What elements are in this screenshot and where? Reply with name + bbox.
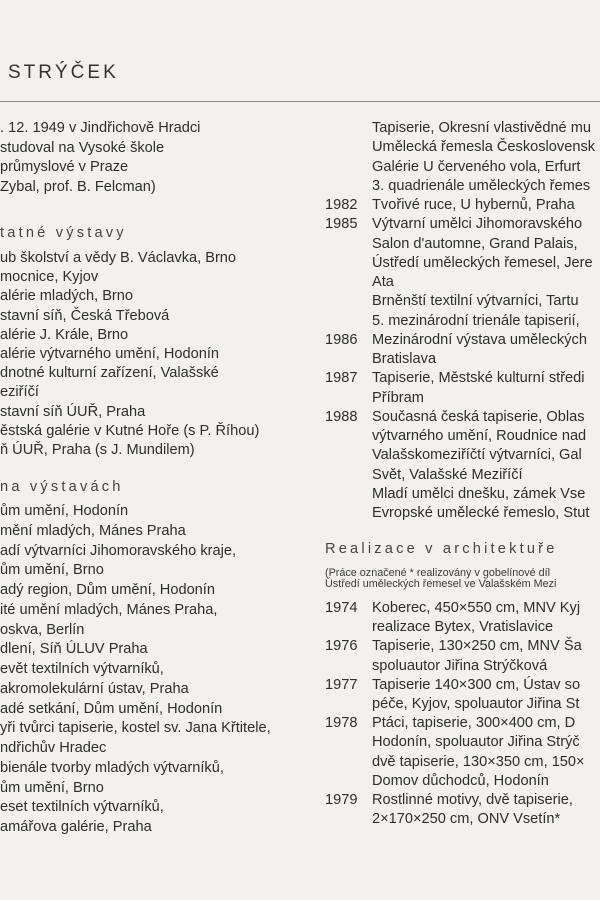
- realization-year: 1974: [325, 600, 358, 616]
- group-exhibition-item: amářova galérie, Praha: [0, 819, 152, 835]
- bio-line: . 12. 1949 v Jindřichově Hradci: [0, 120, 201, 136]
- realization-item: Koberec, 450×550 cm, MNV Kyj: [372, 600, 581, 616]
- realization-item: Ptáci, tapiserie, 300×400 cm, D: [372, 715, 576, 732]
- exhibition-item: Valašskomeziříčtí výtvarníci, Gal: [372, 447, 582, 464]
- group-exhibition-item: ům umění, Brno: [0, 779, 104, 796]
- solo-exhibition-item: stavní síň ÚUŘ, Praha: [0, 403, 146, 420]
- realization-item: Tapiserie 140×300 cm, Ústav so: [372, 676, 581, 693]
- exhibition-item: Brněnští textilní výtvarníci, Tartu: [372, 293, 579, 310]
- exhibition-item: Mezinárodní výstava uměleckých: [372, 331, 587, 348]
- group-exhibition-item: mění mladých, Mánes Praha: [0, 522, 186, 539]
- solo-exhibitions-heading: tatné výstavy: [0, 225, 127, 241]
- bio-line: Zybal, prof. B. Felcman): [0, 178, 156, 195]
- exhibition-year: 1982: [325, 197, 358, 213]
- solo-exhibition-item: ěstská galérie v Kutné Hoře (s P. Říhou): [0, 422, 260, 439]
- realization-year: 1976: [325, 638, 358, 655]
- group-exhibitions-heading: na výstavách: [0, 479, 124, 495]
- exhibition-item: Umělecká řemesla Československ: [372, 139, 596, 156]
- architecture-note: (Práce označené * realizovány v gobelínové díl: [325, 567, 551, 579]
- exhibition-year: 1986: [325, 331, 358, 348]
- solo-exhibition-item: ň ÚUŘ, Praha (s J. Mundilem): [0, 442, 195, 458]
- exhibition-item: Salon d'automne, Grand Palais,: [372, 235, 578, 252]
- group-exhibition-item: ndřichův Hradec: [0, 740, 107, 756]
- realization-item: Hodonín, spoluautor Jiřina Strýč: [372, 734, 580, 751]
- page-title: STRÝČEK: [8, 62, 119, 83]
- exhibition-item: Ústředí uměleckých řemesel, Jere: [372, 254, 593, 271]
- architecture-heading: Realizace v architektuře: [325, 541, 558, 557]
- realization-year: 1978: [325, 715, 358, 732]
- realization-year: 1979: [325, 792, 358, 808]
- group-exhibition-item: evět textilních výtvarníků,: [0, 661, 164, 677]
- exhibition-item: Evropské umělecké řemeslo, Stut: [372, 505, 590, 521]
- exhibition-item: Tapiserie, Městské kulturní středi: [372, 370, 585, 387]
- group-exhibition-item: ům umění, Brno: [0, 562, 104, 579]
- solo-exhibition-item: dnotné kulturní zařízení, Valašské: [0, 365, 219, 382]
- exhibition-item: Současná česká tapiserie, Oblas: [372, 408, 585, 425]
- group-exhibition-item: ité umění mladých, Mánes Praha,: [0, 601, 218, 618]
- exhibition-item: Ata: [372, 274, 394, 290]
- exhibition-year: 1988: [325, 408, 358, 425]
- realization-item: realizace Bytex, Vratislavice: [372, 619, 554, 636]
- realization-item: Tapiserie, 130×250 cm, MNV Ša: [372, 638, 582, 655]
- exhibition-item: 5. mezinárodní trienále tapiserií,: [372, 312, 580, 329]
- realization-item: 2×170×250 cm, ONV Vsetín*: [372, 811, 561, 828]
- exhibition-item: Příbram: [372, 389, 424, 406]
- solo-exhibition-item: stavní síň, Česká Třebová: [0, 307, 170, 324]
- group-exhibition-item: eset textilních výtvarníků,: [0, 799, 164, 816]
- group-exhibition-item: ům umění, Hodonín: [0, 503, 129, 519]
- bio-line: průmyslové v Praze: [0, 159, 129, 175]
- exhibition-item: Svět, Valašské Meziříčí: [372, 466, 523, 483]
- realization-item: Domov důchodců, Hodonín: [372, 772, 549, 789]
- realization-item: spoluautor Jiřina Strýčková: [372, 657, 548, 674]
- bio-line: studoval na Vysoké škole: [0, 139, 165, 156]
- group-exhibition-item: yři tvůrci tapiserie, kostel sv. Jana Křtitele,: [0, 720, 271, 737]
- group-exhibition-item: akromolekulární ústav, Praha: [0, 680, 189, 697]
- exhibition-year: 1985: [325, 216, 358, 233]
- exhibition-item: Tapiserie, Okresní vlastivědné mu: [372, 120, 591, 136]
- exhibition-year: 1987: [325, 370, 358, 387]
- realization-item: Rostlinné motivy, dvě tapiserie,: [372, 792, 573, 808]
- solo-exhibition-item: alérie výtvarného umění, Hodonín: [0, 346, 220, 362]
- header-rule: [0, 101, 600, 102]
- group-exhibition-item: bienále tvorby mladých výtvarníků,: [0, 759, 224, 776]
- solo-exhibition-item: eziříčí: [0, 384, 39, 401]
- realization-item: dvě tapiserie, 130×350 cm, 150×: [372, 753, 585, 770]
- exhibition-item: 3. quadrienále uměleckých řemes: [372, 177, 591, 194]
- solo-exhibition-item: alérie J. Krále, Brno: [0, 326, 129, 343]
- group-exhibition-item: dlení, Síň ÚLUV Praha: [0, 641, 148, 658]
- group-exhibition-item: adí výtvarníci Jihomoravského kraje,: [0, 542, 237, 559]
- group-exhibition-item: adý region, Dům umění, Hodonín: [0, 582, 215, 598]
- group-exhibition-item: oskva, Berlín: [0, 621, 85, 638]
- solo-exhibition-item: mocnice, Kyjov: [0, 269, 99, 286]
- exhibition-item: Výtvarní umělci Jihomoravského: [372, 216, 583, 233]
- exhibition-item: Bratislava: [372, 351, 437, 367]
- exhibition-item: Galérie U červeného vola, Erfurt: [372, 158, 581, 175]
- exhibition-item: výtvarného umění, Roudnice nad: [372, 428, 587, 444]
- realization-year: 1977: [325, 676, 358, 693]
- exhibition-item: Tvořivé ruce, U hybernů, Praha: [372, 197, 575, 213]
- architecture-note: Ústředí uměleckých řemesel ve Valašském Mezi: [325, 578, 557, 590]
- realization-item: péče, Kyjov, spoluautor Jiřina St: [372, 696, 580, 712]
- solo-exhibition-item: alérie mladých, Brno: [0, 288, 134, 305]
- solo-exhibition-item: ub školství a vědy B. Václavka, Brno: [0, 250, 237, 266]
- exhibition-item: Mladí umělci dnešku, zámek Vse: [372, 485, 586, 502]
- group-exhibition-item: adé setkání, Dům umění, Hodonín: [0, 700, 223, 717]
